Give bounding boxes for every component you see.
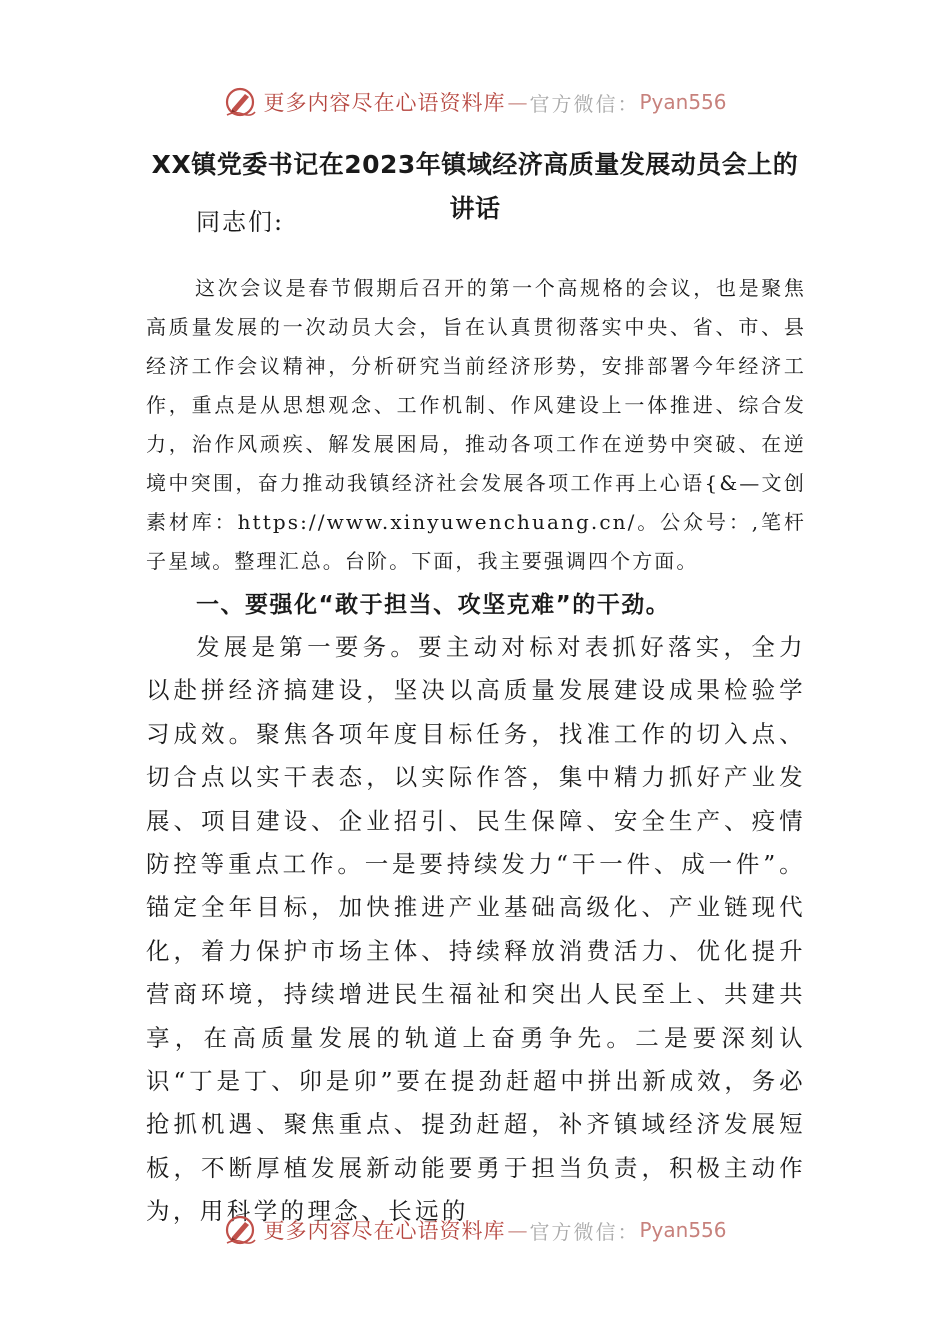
salutation: 同志们: [196,208,285,236]
pen-circle-icon [223,85,257,119]
watermark-separator: — [507,90,528,114]
watermark-banner-top [0,82,950,122]
section-heading-1: 一、要强化“敢于担当、攻坚克难”的干劲。 [196,592,671,618]
watermark-official: 官方微信： [529,1219,640,1244]
intro-paragraph: 这次会议是春节假期后召开的第一个高规格的会议，也是聚焦高质量发展的一次动员大会，旨在认真贯彻落实中央、省、市、县经济工作会议精神，分析研究当前经济形势，安排部署今年经济工作，重点是从思想观念、工作机制、作风建设上一体推进、综合发力，治作风顽疾、解发展困局，推动各项工作在逆势中突破、在逆境中突围，奋力推动我镇经济社会发展各项工作再上心语{&—文创素材库：https://www.xinyuwenchuang.cn/。公众号：,笔杆子星域。整理汇总。台阶。下面，我主要强调四个方面。 [146,276,806,573]
watermark-banner-bottom [0,1210,950,1250]
watermark-separator: — [507,1218,528,1242]
watermark-text: 更多内容尽在心语资料库 [263,1219,506,1243]
watermark-text: 更多内容尽在心语资料库 [263,91,506,115]
pen-circle-icon [223,1213,257,1247]
watermark-official: 官方微信： [529,91,640,116]
watermark-wechat-id: Pyan556 [639,1218,727,1242]
document-title: XX镇党委书记在2023年镇域经济高质量发展动员会上的讲话 [151,150,799,223]
body-paragraph-1: 发展是第一要务。要主动对标对表抓好落实，全力以赴拼经济搞建设，坚决以高质量发展建设成果检验学习成效。聚焦各项年度目标任务，找准工作的切入点、切合点以实干表态，以实际作答，集中精力抓好产业发展、项目建设、企业招引、民生保障、安全生产、疫情防控等重点工作。一是要持续发力“干一件、成一件”。锚定全年目标，加快推进产业基础高级化、产业链现代化，着力保护市场主体、持续释放消费活力、优化提升营商环境，持续增进民生福祉和突出人民至上、共建共享，在高质量发展的轨道上奋勇争先。二是要深刻认识“丁是丁、卯是卯”要在提劲赶超中拼出新成效，务必抢抓机遇、聚焦重点、提劲赶超，补齐镇域经济发展短板，不断厚植发展新动能要勇于担当负责，积极主动作为，用科学的理念、长远的 [146,633,806,1226]
watermark-wechat-id: Pyan556 [639,90,727,114]
